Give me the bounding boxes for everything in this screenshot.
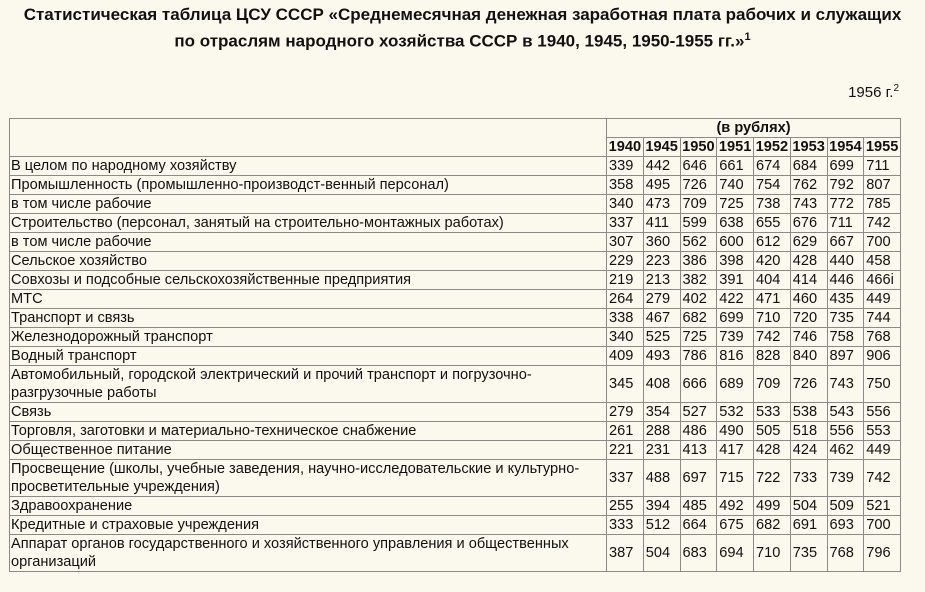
value-cell-1945: 488 [643,460,680,497]
value-cell-1953: 629 [790,233,827,252]
value-cell-1954: 768 [827,535,864,572]
value-cell-1954: 556 [827,422,864,441]
row-label: В целом по народному хозяйству [10,157,607,176]
value-cell-1950: 726 [680,176,717,195]
page-title [20,4,905,53]
value-cell-1950: 666 [680,366,717,403]
value-cell-1945: 467 [643,309,680,328]
value-cell-1945: 223 [643,252,680,271]
value-cell-1950: 697 [680,460,717,497]
table-row [10,214,901,233]
value-cell-1952: 828 [754,347,791,366]
value-cell-1940: 219 [607,271,644,290]
value-cell-1953: 518 [790,422,827,441]
value-cell-1955: 449 [864,290,901,309]
value-cell-1955: 700 [864,516,901,535]
table-row [10,252,901,271]
row-label: Здравоохранение [10,497,607,516]
value-cell-1951: 661 [717,157,754,176]
value-cell-1954: 758 [827,328,864,347]
value-cell-1953: 538 [790,403,827,422]
value-cell-1952: 722 [754,460,791,497]
value-cell-1953: 691 [790,516,827,535]
value-cell-1952: 499 [754,497,791,516]
value-cell-1951: 689 [717,366,754,403]
value-cell-1955: 711 [864,157,901,176]
table-row [10,535,901,572]
value-cell-1945: 394 [643,497,680,516]
row-label: Кредитные и страховые учреждения [10,516,607,535]
value-cell-1952: 742 [754,328,791,347]
value-cell-1955: 744 [864,309,901,328]
value-cell-1955: 449 [864,441,901,460]
value-cell-1955: 458 [864,252,901,271]
table-row [10,271,901,290]
table-row [10,328,901,347]
value-cell-1945: 512 [643,516,680,535]
value-cell-1951: 490 [717,422,754,441]
value-cell-1940: 279 [607,403,644,422]
table-row [10,290,901,309]
value-cell-1951: 816 [717,347,754,366]
table-row [10,176,901,195]
value-cell-1952: 754 [754,176,791,195]
value-cell-1950: 786 [680,347,717,366]
value-cell-1953: 414 [790,271,827,290]
value-cell-1950: 683 [680,535,717,572]
value-cell-1945: 354 [643,403,680,422]
value-cell-1953: 424 [790,441,827,460]
value-cell-1940: 339 [607,157,644,176]
value-cell-1954: 772 [827,195,864,214]
value-cell-1940: 340 [607,195,644,214]
value-cell-1951: 391 [717,271,754,290]
unit-header-row [10,119,901,138]
table-row [10,497,901,516]
value-cell-1955: 742 [864,214,901,233]
value-cell-1952: 428 [754,441,791,460]
year-header-1951: 1951 [717,138,754,157]
value-cell-1955: 556 [864,403,901,422]
year-header-1950: 1950 [680,138,717,157]
value-cell-1952: 682 [754,516,791,535]
value-cell-1953: 743 [790,195,827,214]
row-label: Аппарат органов государственного и хозяйственного управления и общественных организаций [10,535,607,572]
value-cell-1955: 466i [864,271,901,290]
value-cell-1940: 340 [607,328,644,347]
value-cell-1952: 655 [754,214,791,233]
value-cell-1945: 231 [643,441,680,460]
value-cell-1952: 533 [754,403,791,422]
value-cell-1945: 411 [643,214,680,233]
row-label: Железнодорожный транспорт [10,328,607,347]
value-cell-1954: 693 [827,516,864,535]
value-cell-1951: 715 [717,460,754,497]
value-cell-1953: 676 [790,214,827,233]
table-row [10,157,901,176]
value-cell-1951: 675 [717,516,754,535]
value-cell-1952: 471 [754,290,791,309]
value-cell-1953: 733 [790,460,827,497]
value-cell-1955: 807 [864,176,901,195]
value-cell-1955: 742 [864,460,901,497]
value-cell-1954: 743 [827,366,864,403]
year-header-1954: 1954 [827,138,864,157]
value-cell-1954: 792 [827,176,864,195]
publication-year [848,79,899,103]
value-cell-1945: 360 [643,233,680,252]
row-label: Транспорт и связь [10,309,607,328]
value-cell-1953: 428 [790,252,827,271]
value-cell-1951: 600 [717,233,754,252]
year-header-1952: 1952 [754,138,791,157]
value-cell-1952: 674 [754,157,791,176]
value-cell-1940: 387 [607,535,644,572]
year-header-1945: 1945 [643,138,680,157]
value-cell-1954: 446 [827,271,864,290]
value-cell-1950: 382 [680,271,717,290]
row-label: в том числе рабочие [10,233,607,252]
value-cell-1952: 612 [754,233,791,252]
value-cell-1940: 337 [607,460,644,497]
year-header-1953: 1953 [790,138,827,157]
value-cell-1955: 700 [864,233,901,252]
value-cell-1940: 255 [607,497,644,516]
value-cell-1951: 492 [717,497,754,516]
value-cell-1950: 709 [680,195,717,214]
row-label: Совхозы и подсобные сельскохозяйственные предприятия [10,271,607,290]
table-row [10,441,901,460]
value-cell-1952: 505 [754,422,791,441]
row-label: Торговля, заготовки и материально-техническое снабжение [10,422,607,441]
value-cell-1950: 599 [680,214,717,233]
value-cell-1952: 710 [754,309,791,328]
unit-header: (в рублях) [607,119,901,138]
table-row [10,403,901,422]
value-cell-1940: 307 [607,233,644,252]
value-cell-1950: 402 [680,290,717,309]
value-cell-1954: 699 [827,157,864,176]
value-cell-1945: 442 [643,157,680,176]
value-cell-1940: 337 [607,214,644,233]
table-row [10,233,901,252]
row-label: в том числе рабочие [10,195,607,214]
row-label: Просвещение (школы, учебные заведения, научно-исследовательские и культурно-просветительные учреждения) [10,460,607,497]
row-label: Общественное питание [10,441,607,460]
value-cell-1951: 638 [717,214,754,233]
value-cell-1945: 408 [643,366,680,403]
year-header-1940: 1940 [607,138,644,157]
value-cell-1950: 646 [680,157,717,176]
value-cell-1950: 527 [680,403,717,422]
value-cell-1950: 413 [680,441,717,460]
value-cell-1954: 462 [827,441,864,460]
value-cell-1953: 735 [790,535,827,572]
value-cell-1951: 398 [717,252,754,271]
value-cell-1951: 417 [717,441,754,460]
value-cell-1945: 279 [643,290,680,309]
value-cell-1951: 725 [717,195,754,214]
value-cell-1954: 667 [827,233,864,252]
value-cell-1945: 504 [643,535,680,572]
table-row [10,460,901,497]
value-cell-1950: 682 [680,309,717,328]
table-row [10,366,901,403]
publication-year-text: 1956 г. [848,84,894,101]
value-cell-1954: 739 [827,460,864,497]
value-cell-1945: 493 [643,347,680,366]
value-cell-1952: 404 [754,271,791,290]
value-cell-1955: 521 [864,497,901,516]
value-cell-1955: 553 [864,422,901,441]
value-cell-1940: 264 [607,290,644,309]
value-cell-1950: 562 [680,233,717,252]
value-cell-1954: 440 [827,252,864,271]
row-label: Строительство (персонал, занятый на строительно-монтажных работах) [10,214,607,233]
value-cell-1953: 684 [790,157,827,176]
footnote-ref-1[interactable]: 1 [744,31,751,43]
value-cell-1952: 709 [754,366,791,403]
value-cell-1952: 738 [754,195,791,214]
value-cell-1950: 485 [680,497,717,516]
page-title-text: Статистическая таблица ЦСУ СССР «Среднемесячная денежная заработная плата рабочих и служащих по отраслям народного хозяйства СССР в 1940, 1945, 1950-1955 гг.» [23,5,902,51]
value-cell-1945: 213 [643,271,680,290]
value-cell-1945: 525 [643,328,680,347]
table-body [10,157,901,572]
value-cell-1955: 906 [864,347,901,366]
value-cell-1952: 420 [754,252,791,271]
value-cell-1952: 710 [754,535,791,572]
value-cell-1940: 261 [607,422,644,441]
row-label: МТС [10,290,607,309]
value-cell-1954: 735 [827,309,864,328]
value-cell-1953: 504 [790,497,827,516]
value-cell-1954: 435 [827,290,864,309]
value-cell-1940: 221 [607,441,644,460]
value-cell-1950: 486 [680,422,717,441]
value-cell-1951: 532 [717,403,754,422]
value-cell-1951: 740 [717,176,754,195]
value-cell-1945: 495 [643,176,680,195]
row-label: Сельское хозяйство [10,252,607,271]
value-cell-1955: 796 [864,535,901,572]
value-cell-1940: 338 [607,309,644,328]
footnote-ref-2[interactable]: 2 [893,83,899,94]
value-cell-1953: 726 [790,366,827,403]
value-cell-1945: 473 [643,195,680,214]
value-cell-1955: 768 [864,328,901,347]
value-cell-1954: 897 [827,347,864,366]
row-label: Промышленность (промышленно-производст-венный персонал) [10,176,607,195]
row-label: Водный транспорт [10,347,607,366]
value-cell-1951: 699 [717,309,754,328]
value-cell-1955: 785 [864,195,901,214]
value-cell-1940: 229 [607,252,644,271]
value-cell-1940: 333 [607,516,644,535]
row-label: Связь [10,403,607,422]
wages-table [9,118,901,572]
table-row [10,422,901,441]
table-row [10,347,901,366]
value-cell-1954: 711 [827,214,864,233]
value-cell-1953: 840 [790,347,827,366]
value-cell-1950: 664 [680,516,717,535]
value-cell-1951: 422 [717,290,754,309]
value-cell-1954: 543 [827,403,864,422]
table-row [10,309,901,328]
corner-header-cell [10,119,607,157]
value-cell-1953: 720 [790,309,827,328]
value-cell-1954: 509 [827,497,864,516]
value-cell-1953: 746 [790,328,827,347]
value-cell-1953: 460 [790,290,827,309]
value-cell-1955: 750 [864,366,901,403]
value-cell-1945: 288 [643,422,680,441]
table-row [10,195,901,214]
value-cell-1940: 345 [607,366,644,403]
value-cell-1940: 358 [607,176,644,195]
value-cell-1951: 739 [717,328,754,347]
value-cell-1940: 409 [607,347,644,366]
value-cell-1950: 386 [680,252,717,271]
year-header-1955: 1955 [864,138,901,157]
value-cell-1950: 725 [680,328,717,347]
value-cell-1953: 762 [790,176,827,195]
value-cell-1951: 694 [717,535,754,572]
row-label: Автомобильный, городской электрический и прочий транспорт и погрузочно-разгрузочные работы [10,366,607,403]
table-row [10,516,901,535]
